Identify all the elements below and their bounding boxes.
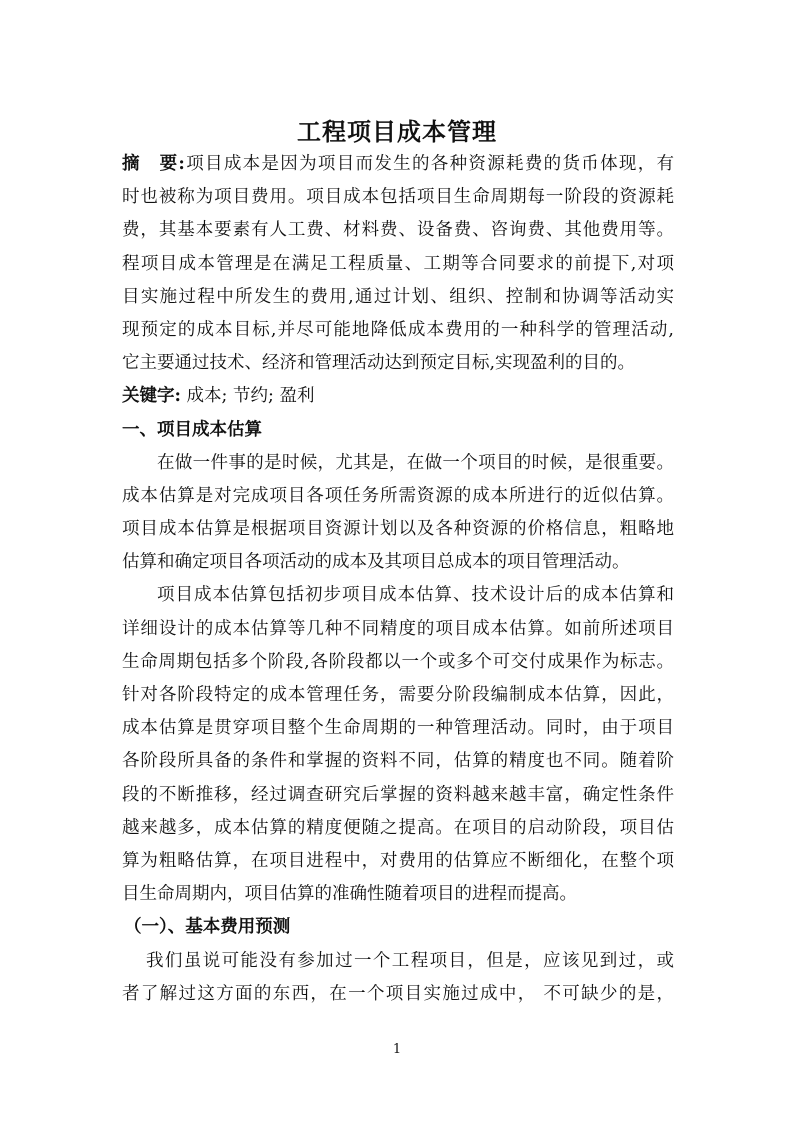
- paragraph-line: 越来越多，成本估算的精度便随之提高。在项目的启动阶段，项目估: [122, 817, 674, 838]
- keywords-text: 成本; 节约; 盈利: [186, 386, 315, 407]
- abstract-line: 目实施过程中所发生的费用,通过计划、组织、控制和协调等活动实: [122, 286, 674, 307]
- paragraph-line: 算为粗略估算，在项目进程中，对费用的估算应不断细化，在整个项: [122, 850, 674, 871]
- paragraph-line: 我们虽说可能没有参加过一个工程项目，但是，应该见到过，或: [146, 950, 674, 971]
- paragraph-line: 详细设计的成本估算等几种不同精度的项目成本估算。如前所述项目: [122, 618, 674, 639]
- paragraph-line: 项目成本估算是根据项目资源计划以及各种资源的价格信息，粗略地: [122, 519, 674, 540]
- paragraph-line: 段的不断推移，经过调查研究后掌握的资料越来越丰富，确定性条件: [122, 784, 674, 805]
- subsection-heading: （一）、基本费用预测: [124, 917, 291, 938]
- paragraph-line: 成本估算是对完成项目各项任务所需资源的成本所进行的近似估算。: [122, 485, 674, 506]
- paragraph-line: 针对各阶段特定的成本管理任务，需要分阶段编制成本估算，因此，: [122, 685, 674, 705]
- keywords-label: 关键字:: [122, 386, 181, 407]
- abstract-text: 项目成本是因为项目而发生的各种资源耗费的货币体现，有: [184, 154, 675, 174]
- paragraph-line: 各阶段所具备的条件和掌握的资料不同，估算的精度也不同。随着阶: [122, 751, 674, 772]
- paragraph-line: 在做一件事的是时候，尤其是，在做一个项目的时候，是很重要。: [157, 452, 674, 473]
- document-title: 工程项目成本管理: [297, 117, 497, 146]
- abstract-line: 它主要通过技术、经济和管理活动达到预定目标,实现盈利的目的。: [122, 353, 636, 374]
- page-number: 1: [392, 1042, 402, 1057]
- abstract-line: 现预定的成本目标,并尽可能地降低成本费用的一种科学的管理活动,: [122, 319, 674, 340]
- keywords-line: [122, 380, 674, 413]
- abstract-label: 摘 要:: [122, 154, 185, 174]
- paragraph-line: 估算和确定项目各项活动的成本及其项目总成本的项目管理活动。: [122, 552, 630, 573]
- abstract-line: 时也被称为项目费用。项目成本包括项目生命周期每一阶段的资源耗: [122, 187, 674, 208]
- paragraph-line: 成本估算是贯穿项目整个生命周期的一种管理活动。同时，由于项目: [122, 718, 674, 739]
- paragraph-line: 生命周期包括多个阶段,各阶段都以一个或多个可交付成果作为标志。: [122, 651, 674, 672]
- abstract-line: [122, 148, 674, 181]
- abstract-line: 费，其基本要素有人工费、材料费、设备费、咨询费、其他费用等。: [122, 220, 674, 241]
- abstract-line: 程项目成本管理是在满足工程质量、工期等合同要求的前提下,对项: [122, 253, 674, 274]
- paragraph-line: 者了解过这方面的东西，在一个项目实施过成中， 不可缺少的是，: [122, 983, 674, 1004]
- document-body: [122, 148, 674, 1011]
- paragraph-line: 目生命周期内，项目估算的准确性随着项目的进程而提高。: [122, 884, 577, 905]
- paragraph-line: 项目成本估算包括初步项目成本估算、技术设计后的成本估算和: [157, 585, 674, 606]
- section-heading: 一、项目成本估算: [122, 419, 262, 440]
